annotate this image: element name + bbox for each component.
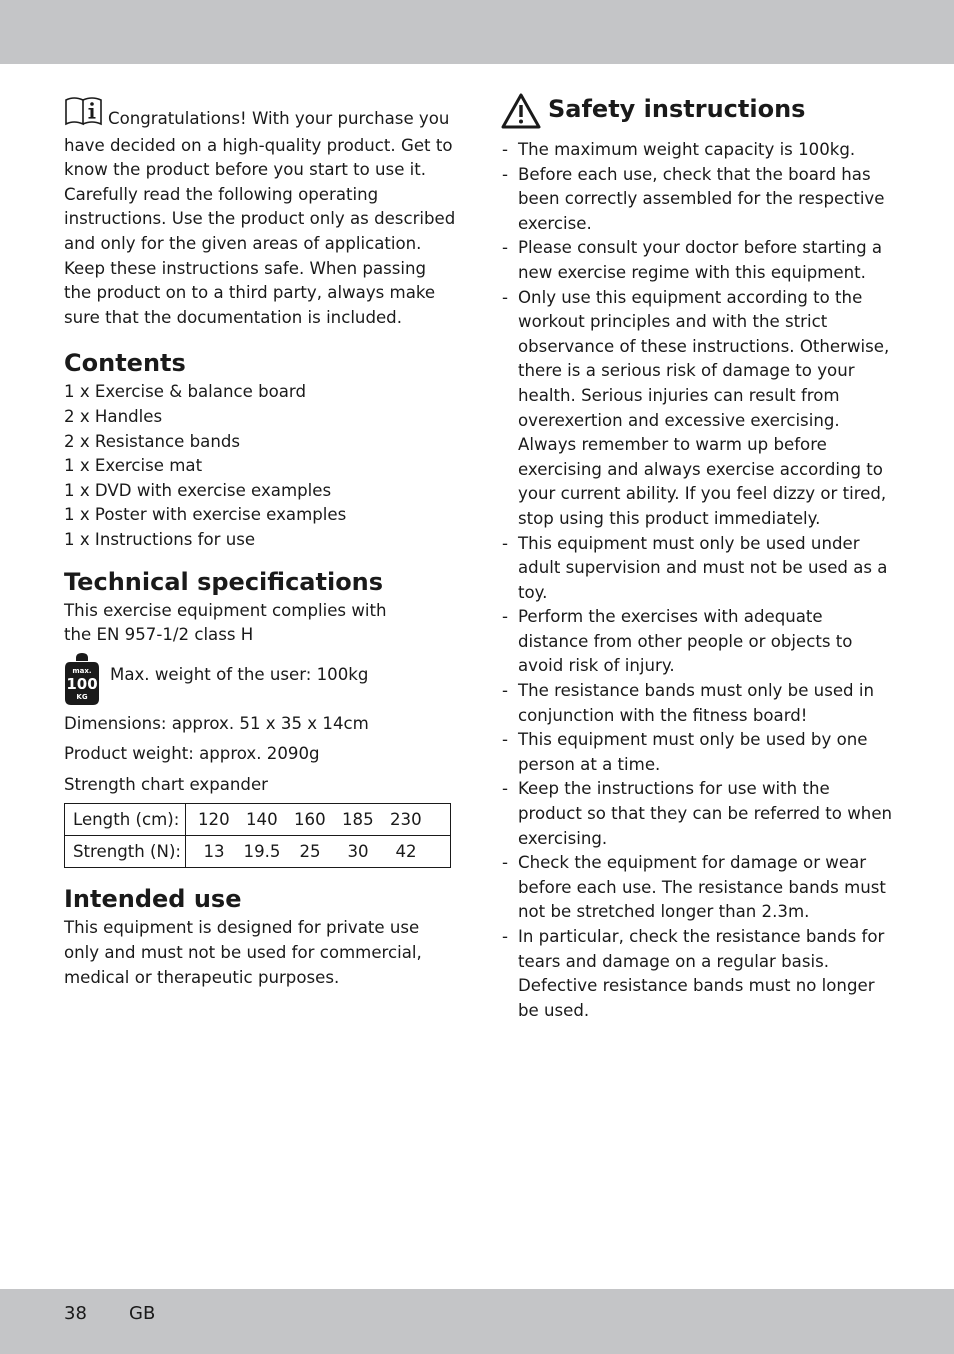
list-item: - Check the equipment for damage or wear before each use. The resistance bands must not be stretched longer than 2.3m. (500, 851, 895, 925)
max-weight-icon (64, 652, 100, 706)
info-book-icon (64, 96, 104, 134)
warning-triangle-icon (500, 92, 542, 130)
list-item: 1 x Instructions for use (64, 529, 256, 549)
product-weight-text: Product weight: approx. 2090g (64, 744, 320, 764)
right-column (500, 92, 895, 1023)
strength-value: 25 (299, 842, 321, 862)
safety-list (500, 138, 895, 1023)
max-weight-label: Max. weight of the user: 100kg (110, 665, 369, 685)
list-item: 1 x DVD with exercise examples (64, 480, 332, 500)
strength-value: 19.5 (243, 842, 281, 862)
svg-text:max.: max. (72, 666, 92, 675)
svg-text:KG: KG (76, 692, 88, 701)
strength-values-cell (186, 836, 451, 868)
strength-label-cell: Strength (N): (65, 836, 186, 868)
list-item: - Keep the instructions for use with the product so that they can be referred to when exercising. (500, 777, 895, 851)
dimensions-text: Dimensions: approx. 51 x 35 x 14cm (64, 713, 369, 733)
max-weight-row (64, 652, 456, 706)
contents-heading: Contents (64, 349, 186, 378)
length-value: 185 (342, 810, 374, 830)
list-item: - This equipment must only be used under adult supervision and must not be used as a toy. (500, 532, 895, 606)
compliance-text: This exercise equipment complies with the EN 957-1/2 class H (64, 600, 387, 645)
list-item: - Please consult your doctor before starting a new exercise regime with this equipment. (500, 236, 895, 285)
length-value: 140 (246, 810, 278, 830)
strength-value: 30 (347, 842, 369, 862)
length-value: 120 (198, 810, 230, 830)
intro-paragraph-1 (64, 96, 456, 257)
list-item: 2 x Resistance bands (64, 431, 241, 451)
intro-paragraph-2: Keep these instructions safe. When passing the product on to a third party, always make sure that the documentation is included. (64, 258, 436, 327)
list-item: 1 x Poster with exercise examples (64, 505, 347, 525)
length-value: 230 (390, 810, 422, 830)
list-item: 1 x Exercise & balance board (64, 382, 306, 402)
length-values-cell (186, 804, 451, 836)
list-item: - Before each use, check that the board has been correctly assembled for the respective exercise. (500, 163, 895, 237)
page-number: 38 (64, 1303, 87, 1324)
list-item: 1 x Exercise mat (64, 456, 203, 476)
technical-heading: Technical specifications (64, 567, 384, 596)
list-item: - Perform the exercises with adequate distance from other people or objects to avoid risk of injury. (500, 605, 895, 679)
contents-list (64, 380, 456, 552)
strength-value: 13 (203, 842, 225, 862)
chart-title-text: Strength chart expander (64, 774, 268, 794)
table-row (65, 804, 451, 836)
intro-text-1: Congratulations! With your purchase you have decided on a high-quality product. Get to know the product before you start to use it. Carefully read the following operating instructions. Use the product only as described and only for the given areas of application. (64, 109, 456, 253)
safety-heading-row (500, 92, 895, 130)
length-value: 160 (294, 810, 326, 830)
strength-value: 42 (395, 842, 417, 862)
language-code: GB (129, 1303, 156, 1324)
list-item: - This equipment must only be used by one person at a time. (500, 728, 895, 777)
table-row (65, 836, 451, 868)
safety-heading: Safety instructions (548, 95, 806, 123)
intended-use-text: This equipment is designed for private use only and must not be used for commercial, medical or therapeutic purposes. (64, 918, 422, 987)
list-item: - In particular, check the resistance bands for tears and damage on a regular basis. Defective resistance bands must no longer be used. (500, 925, 895, 1023)
strength-table (64, 803, 451, 868)
intro-section (64, 96, 456, 330)
intended-use-heading: Intended use (64, 885, 242, 914)
length-label-cell: Length (cm): (65, 804, 186, 836)
list-item: - The resistance bands must only be used in conjunction with the fitness board! (500, 679, 895, 728)
left-column (64, 96, 456, 990)
list-item: - The maximum weight capacity is 100kg. (500, 138, 895, 163)
list-item: - Only use this equipment according to the workout principles and with the strict observance of these instructions. Otherwise, there is a serious risk of damage to your health. Serious injuries can result from overexertion and excessive exercising. Always remember to warm up before exercising and always exercise according to your current ability. If you feel dizzy or tired, stop using this product immediately. (500, 286, 895, 532)
svg-text:100: 100 (66, 674, 98, 693)
header-bar (0, 0, 954, 64)
list-item: 2 x Handles (64, 406, 163, 426)
